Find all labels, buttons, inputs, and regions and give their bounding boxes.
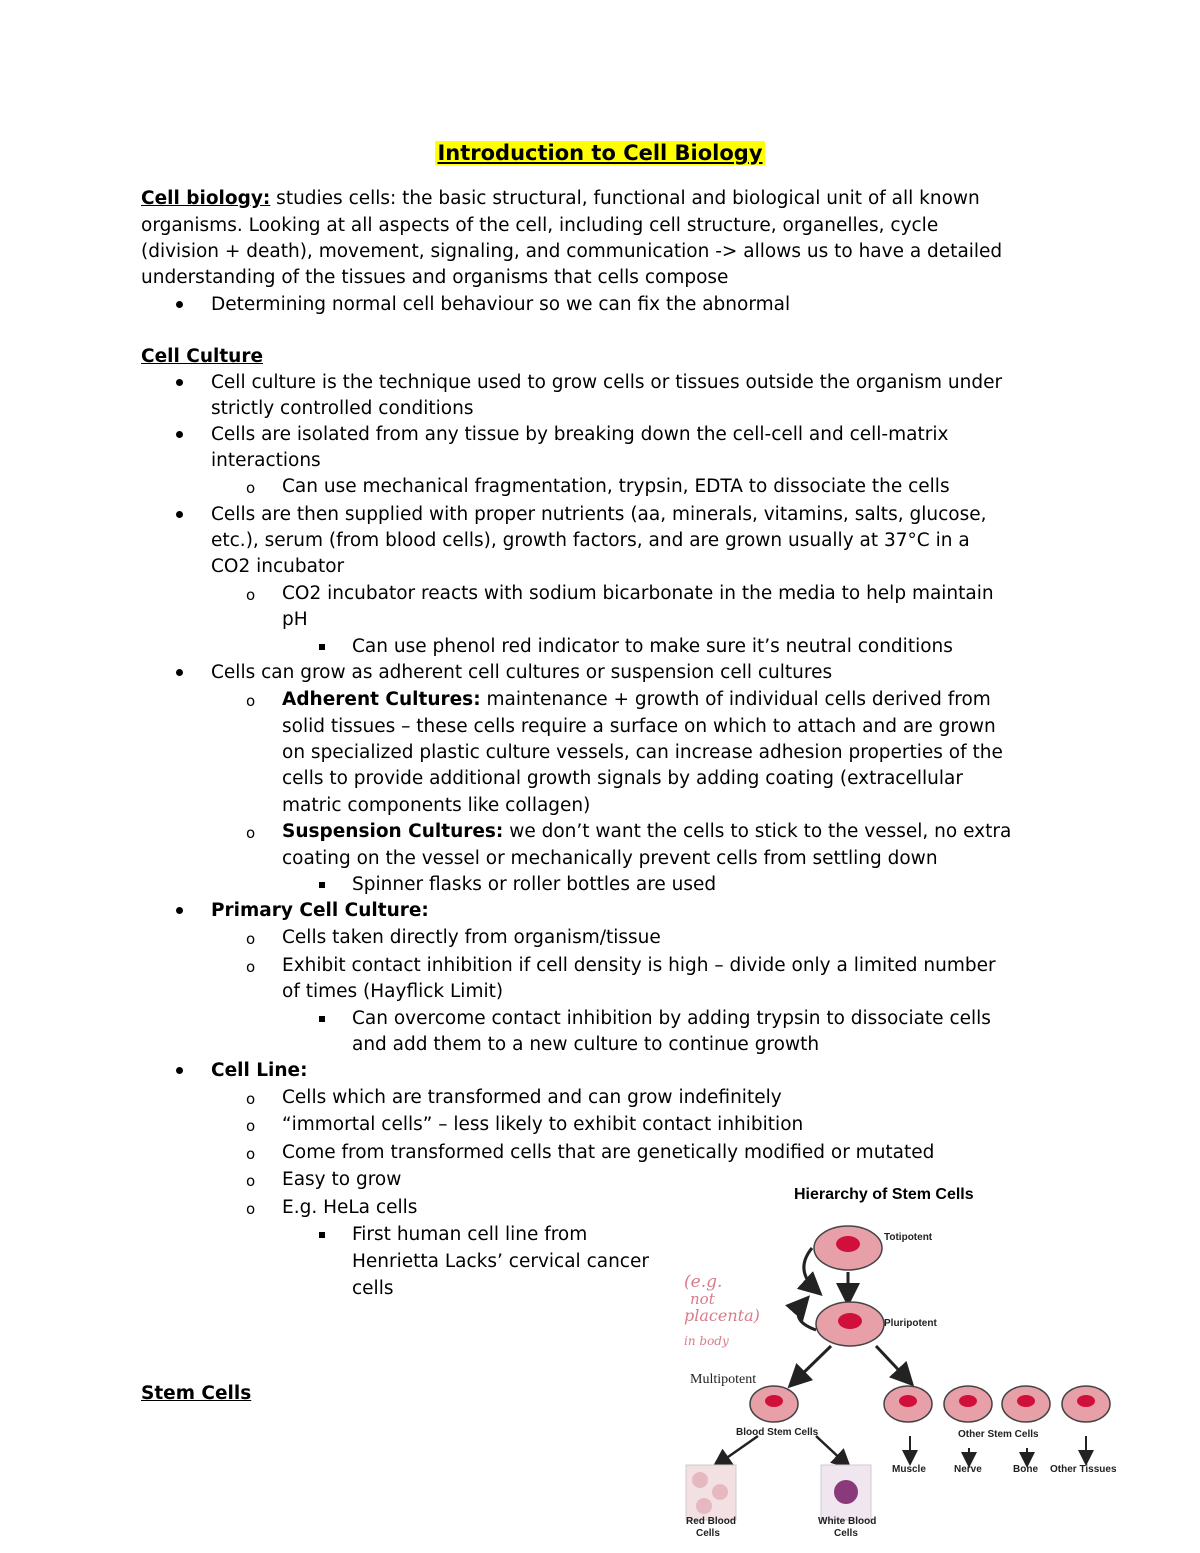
stem-cell-hierarchy-diagram	[676, 1180, 1136, 1553]
label-white-blood-cells: Cells	[834, 1528, 858, 1539]
cc-line: etc.), serum (from blood cells), growth factors, and are grown usually at 37°C in a	[211, 530, 970, 551]
circle-bullet-icon: o	[246, 1172, 256, 1190]
cc-line: Cell culture is the technique used to grow cells or tissues outside the organism under	[211, 372, 1003, 393]
intro-line-3: (division + death), movement, signaling, and communication -> allows us to have a detailed	[141, 241, 1003, 262]
circle-bullet-icon: o	[246, 1117, 256, 1135]
circle-bullet-icon: o	[246, 586, 256, 604]
label-other-tissues: Other Tissues	[1050, 1464, 1117, 1475]
square-bullet-icon	[319, 882, 325, 888]
arrow-right-icon	[876, 1346, 908, 1380]
intro-bullet: Determining normal cell behaviour so we can fix the abnormal	[211, 294, 791, 315]
circle-bullet-icon: o	[246, 1145, 256, 1163]
self-renew-arrow-icon	[798, 1302, 816, 1330]
primary-heading: Primary Cell Culture:	[211, 900, 429, 921]
cc-line: Easy to grow	[282, 1169, 402, 1190]
diagram-title: Hierarchy of Stem Cells	[794, 1186, 974, 1203]
cc-line: matric components like collagen)	[282, 795, 591, 816]
cc-line: solid tissues – these cells require a surface on which to attach and are grown	[282, 716, 996, 737]
cc-line: Cells can grow as adherent cell cultures or suspension cell cultures	[211, 662, 833, 683]
intro-line-4: understanding of the tissues and organisms that cells compose	[141, 267, 729, 288]
cc-line: “immortal cells” – less likely to exhibit contact inhibition	[282, 1114, 804, 1135]
cc-line: and add them to a new culture to continue growth	[352, 1034, 820, 1055]
handwritten-note: in body	[684, 1334, 729, 1348]
handwritten-note: placenta)	[684, 1306, 760, 1325]
cc-line: Can use phenol red indicator to make sure it’s neutral conditions	[352, 636, 953, 657]
cell-line-heading: Cell Line:	[211, 1060, 308, 1081]
cc-line: Spinner flasks or roller bottles are used	[352, 874, 717, 895]
cc-line: Henrietta Lacks’ cervical cancer	[352, 1251, 649, 1272]
cc-line: interactions	[211, 450, 321, 471]
handwritten-note: not	[690, 1290, 715, 1308]
cell-culture-heading: Cell Culture	[141, 346, 264, 367]
circle-bullet-icon: o	[246, 692, 256, 710]
circle-bullet-icon: o	[246, 1090, 256, 1108]
label-red-blood: Red Blood	[686, 1516, 736, 1527]
arrow-left-icon	[794, 1346, 831, 1382]
cc-line: Cells are then supplied with proper nutrients (aa, minerals, vitamins, salts, glucose,	[211, 504, 987, 525]
cc-line: cells	[352, 1278, 394, 1299]
stem-cells-heading: Stem Cells	[141, 1383, 252, 1404]
label-nerve: Nerve	[954, 1464, 982, 1475]
square-bullet-icon	[319, 1232, 325, 1238]
intro-line-2: organisms. Looking at all aspects of the cell, including cell structure, organelles, cycle	[141, 215, 939, 236]
cc-line: of times (Hayflick Limit)	[282, 981, 504, 1002]
cc-line: pH	[282, 609, 308, 630]
label-muscle: Muscle	[892, 1464, 926, 1475]
bullet-dot	[176, 1067, 183, 1074]
nucleus-icon	[836, 1236, 860, 1252]
cc-line: Cells are isolated from any tissue by breaking down the cell-cell and cell-matrix	[211, 424, 949, 445]
circle-bullet-icon: o	[246, 479, 256, 497]
circle-bullet-icon: o	[246, 1200, 256, 1218]
bullet-dot	[176, 301, 183, 308]
label-multipotent: Multipotent	[690, 1372, 757, 1387]
arrow-icon	[718, 1436, 758, 1464]
nucleus-icon	[838, 1313, 862, 1329]
square-bullet-icon	[319, 1016, 325, 1022]
self-renew-arrow-icon	[804, 1248, 816, 1290]
circle-bullet-icon: o	[246, 824, 256, 842]
label-red-blood-cells: Cells	[696, 1528, 720, 1539]
red-blood-cells-image	[686, 1465, 736, 1520]
handwritten-note: (e.g.	[684, 1272, 723, 1292]
cc-line: E.g. HeLa cells	[282, 1197, 418, 1218]
label-blood-stem: Blood Stem Cells	[736, 1427, 819, 1438]
circle-bullet-icon: o	[246, 958, 256, 976]
cc-line: on specialized plastic culture vessels, can increase adhesion properties of the	[282, 742, 1003, 763]
cc-line: strictly controlled conditions	[211, 398, 474, 419]
cc-line: Suspension Cultures: we don’t want the cells to stick to the vessel, no extra	[282, 821, 1012, 842]
label-pluripotent: Pluripotent	[884, 1318, 937, 1329]
bullet-dot	[176, 669, 183, 676]
label-totipotent: Totipotent	[884, 1232, 933, 1243]
cc-line: Cells taken directly from organism/tissue	[282, 927, 661, 948]
cc-line: Adherent Cultures: maintenance + growth of individual cells derived from	[282, 689, 991, 710]
label-bone: Bone	[1013, 1464, 1038, 1475]
cc-line: coating on the vessel or mechanically prevent cells from settling down	[282, 848, 938, 869]
label-white-blood: White Blood	[818, 1516, 877, 1527]
cc-line: Can use mechanical fragmentation, trypsin, EDTA to dissociate the cells	[282, 476, 950, 497]
bullet-dot	[176, 431, 183, 438]
page-title: Introduction to Cell Biology	[437, 141, 763, 165]
cc-line: CO2 incubator	[211, 556, 345, 577]
cc-line: Can overcome contact inhibition by adding trypsin to dissociate cells	[352, 1008, 991, 1029]
label-other-stem: Other Stem Cells	[958, 1429, 1039, 1440]
cc-line: Come from transformed cells that are genetically modified or mutated	[282, 1142, 935, 1163]
square-bullet-icon	[319, 644, 325, 650]
arrow-icon	[816, 1436, 846, 1464]
bullet-dot	[176, 907, 183, 914]
bullet-dot	[176, 379, 183, 386]
circle-bullet-icon: o	[246, 930, 256, 948]
cc-line: Cells which are transformed and can grow indefinitely	[282, 1087, 782, 1108]
cc-line: CO2 incubator reacts with sodium bicarbonate in the media to help maintain	[282, 583, 994, 604]
bullet-dot	[176, 511, 183, 518]
cc-line: cells to provide additional growth signals by adding coating (extracellular	[282, 768, 963, 789]
cc-line: Exhibit contact inhibition if cell density is high – divide only a limited number	[282, 955, 996, 976]
intro-line-1: Cell biology: studies cells: the basic structural, functional and biological unit of all known	[141, 188, 980, 209]
cc-line: First human cell line from	[352, 1224, 588, 1245]
